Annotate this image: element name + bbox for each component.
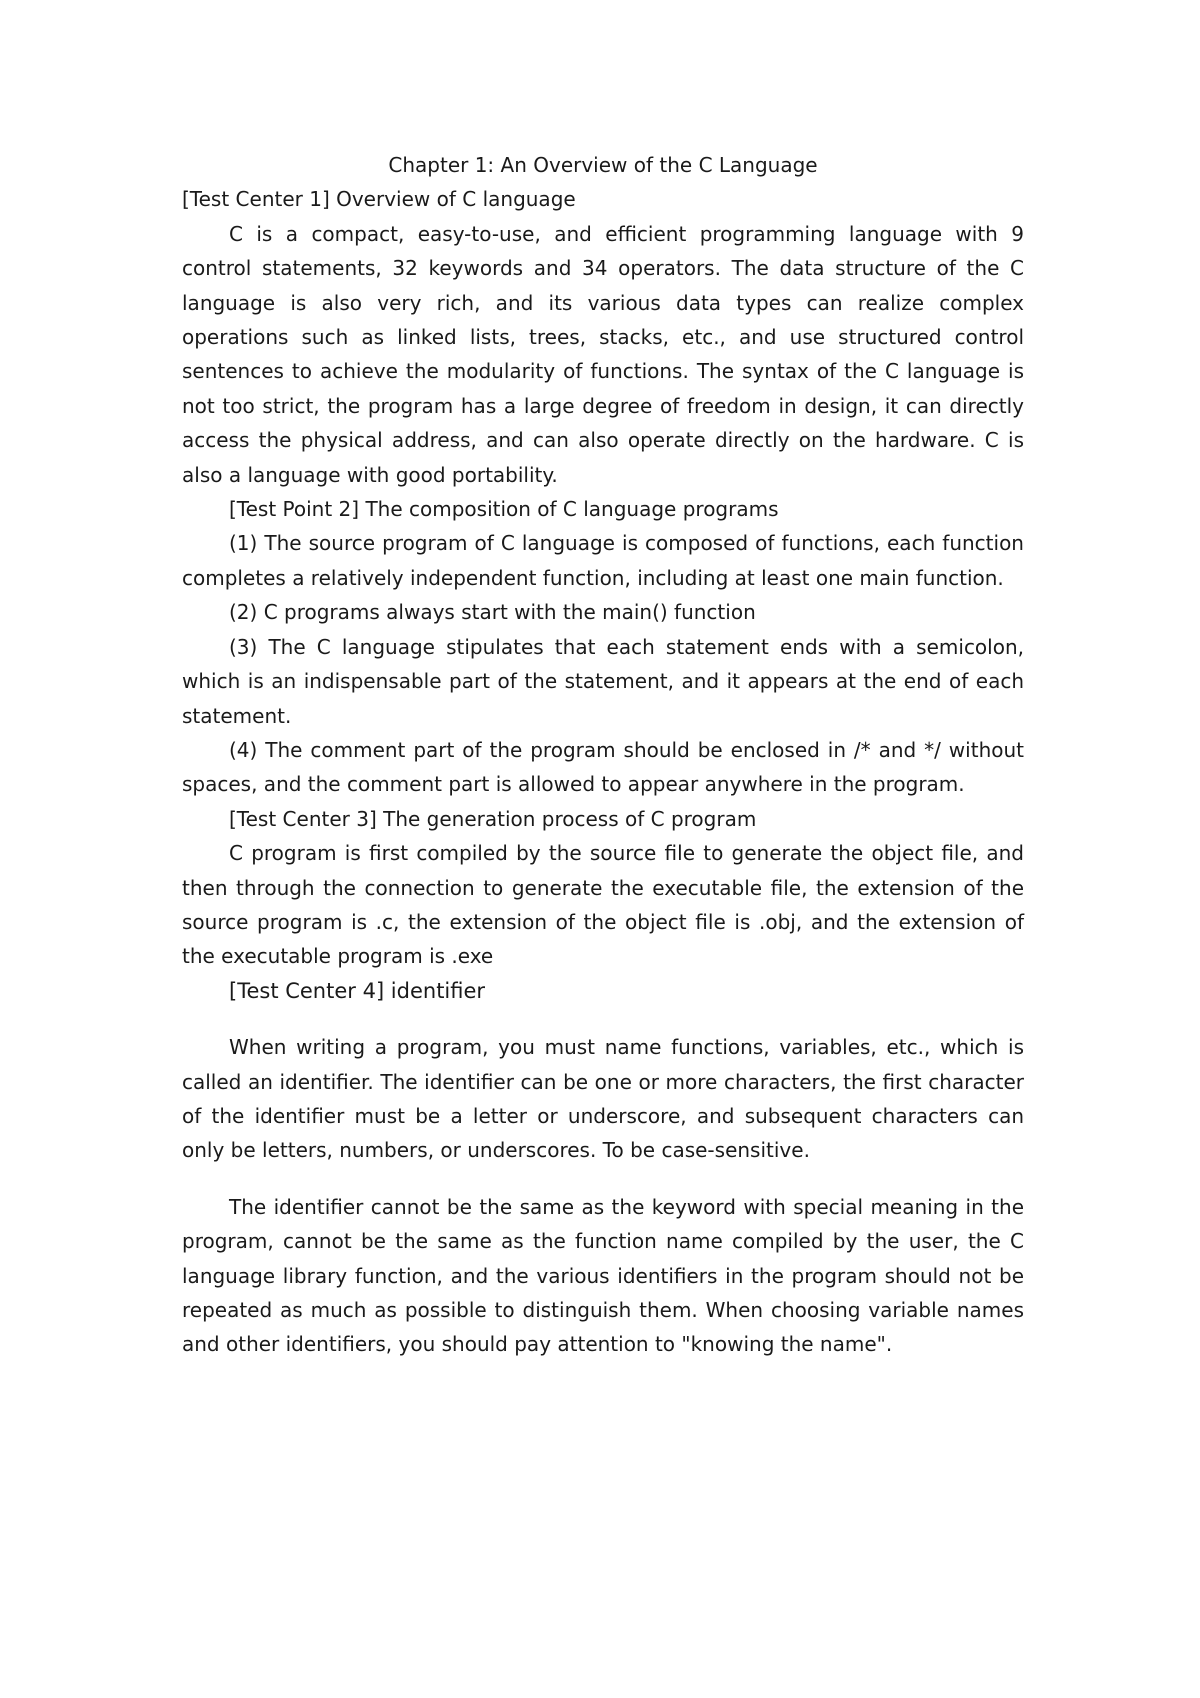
section2-item-2: (2) C programs always start with the main() function <box>229 600 756 625</box>
section2-item-3: (3) The C language stipulates that each statement ends with a semicolon, which is an indispensable part of the statement, and it appears at the end of each statement. <box>182 634 1024 728</box>
section4-paragraph-2: The identifier cannot be the same as the keyword with special meaning in the program, cannot be the same as the function name compiled by the user, the C language library function, and the various identifiers in the program should not be repeated as much as possible to distinguish them. When choosing variable names and other identifiers, you should pay attention to "knowing the name". <box>182 1194 1024 1357</box>
section1-body: C is a compact, easy-to-use, and efficient programming language with 9 control statements, 32 keywords and 34 operators. The data structure of the C language is also very rich, and its various data types can realize complex operations such as linked lists, trees, stacks, etc., and use structured control sentences to achieve the modularity of functions. The syntax of the C language is not too strict, the program has a large degree of freedom in design, it can directly access the physical address, and can also operate directly on the hardware. C is also a language with good portability. <box>182 221 1024 487</box>
section2-item-4: (4) The comment part of the program should be enclosed in /* and */ without spaces, and the comment part is allowed to appear anywhere in the program. <box>182 737 1024 797</box>
section3-heading: [Test Center 3] The generation process of C program <box>229 806 757 831</box>
section1-heading: [Test Center 1] Overview of C language <box>182 187 576 212</box>
section4-paragraph-1: When writing a program, you must name functions, variables, etc., which is called an identifier. The identifier can be one or more characters, the first character of the identifier must be a letter or underscore, and subsequent characters can only be letters, numbers, or underscores. To be case-sensitive. <box>182 1035 1024 1163</box>
section3-body: C program is first compiled by the source file to generate the object file, and then through the connection to generate the executable file, the extension of the source program is .c, the extension of the object file is .obj, and the extension of the executable program is .exe <box>182 841 1024 969</box>
chapter-title: Chapter 1: An Overview of the C Language <box>388 153 818 177</box>
section4-heading: [Test Center 4] identifier <box>229 978 486 1003</box>
paragraph-gap <box>182 1168 1024 1190</box>
section2-item-1: (1) The source program of C language is composed of functions, each function completes a relatively independent function, including at least one main function. <box>182 531 1024 590</box>
section2-heading: [Test Point 2] The composition of C language programs <box>229 497 779 522</box>
paragraph-gap <box>182 1008 1024 1030</box>
document-content <box>182 148 1024 1362</box>
